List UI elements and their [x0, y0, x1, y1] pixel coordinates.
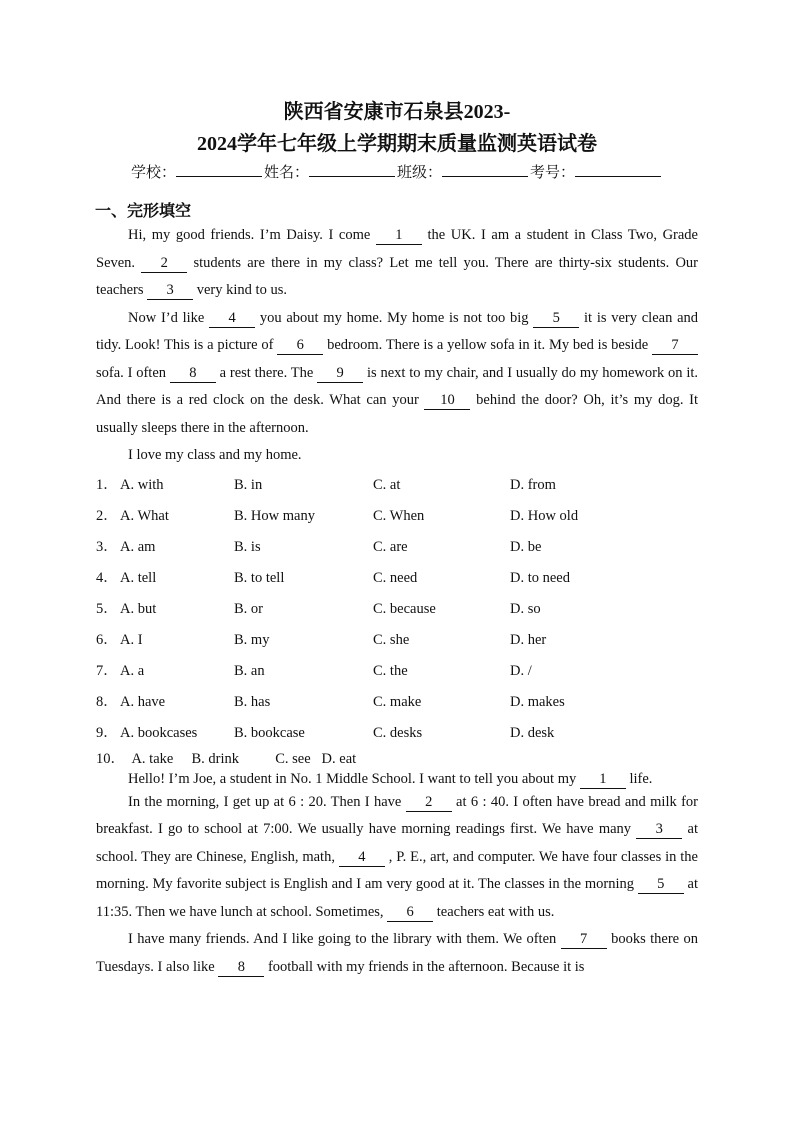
title-line-2: 2024学年七年级上学期期末质量监测英语试卷: [197, 133, 597, 155]
option-c[interactable]: C. When: [373, 507, 425, 524]
question-row: [96, 532, 698, 563]
answer-blank[interactable]: 7: [652, 337, 698, 355]
option-c[interactable]: C. because: [373, 600, 436, 617]
passage-text: Hello! I’m Joe, a student in No. 1 Middle School. I want to tell you about my: [128, 770, 580, 787]
question-row: [96, 718, 698, 749]
option-d[interactable]: D. to need: [510, 569, 570, 586]
option-a[interactable]: A. but: [120, 600, 157, 617]
question-number: 5．: [96, 600, 118, 617]
exam-title: [96, 96, 698, 160]
exam-number-label: 考号：: [530, 165, 576, 181]
passage-text: at 11:35. Then we have lunch at school. Sometimes,: [96, 876, 699, 920]
option-b[interactable]: B. How many: [234, 507, 315, 524]
option-c[interactable]: C. are: [373, 538, 408, 555]
option-b[interactable]: B. is: [234, 538, 261, 555]
passage2-paragraph-2: [96, 789, 698, 927]
question-row: [96, 470, 698, 501]
passage-text: at school. They are Chinese, English, math,: [96, 821, 698, 865]
answer-blank[interactable]: 8: [170, 365, 216, 383]
passage-text: sofa. I often: [96, 364, 170, 381]
answer-blank[interactable]: 2: [406, 794, 452, 812]
answer-blank[interactable]: 3: [147, 282, 193, 300]
option-d[interactable]: D. from: [510, 476, 556, 493]
passage-text: it is very clean and tidy. Look! This is a picture of: [96, 309, 699, 353]
option-c[interactable]: C. she: [373, 631, 410, 648]
passage-text: at 6 : 40. I often have bread and milk for breakfast. I go to school at 7:00. We usually have morning readings first. We have many: [96, 793, 698, 837]
option-c[interactable]: C. make: [373, 693, 422, 710]
exam-number-blank: [575, 162, 661, 177]
class-blank: [442, 162, 528, 177]
option-b[interactable]: B. my: [234, 631, 270, 648]
passage2-paragraph-3: [96, 926, 698, 981]
question-row: [96, 687, 698, 718]
passage-text: , P. E., art, and computer. We have four classes in the morning. My favorite subject is English and I am very good at it. The classes in the morning: [96, 848, 698, 892]
passage-text: students are there in my class? Let me tell you. There are thirty-six students. Our teachers: [96, 254, 698, 298]
option-a[interactable]: A. a: [120, 662, 145, 679]
answer-blank[interactable]: 3: [636, 821, 682, 839]
passage-text: is next to my chair, and I usually do my homework on it. And there is a red clock on the desk. What can your: [96, 364, 699, 408]
option-a[interactable]: A. What: [120, 507, 169, 524]
question-row: [96, 501, 698, 532]
option-d[interactable]: D. so: [510, 600, 541, 617]
option-a[interactable]: A. have: [120, 693, 166, 710]
option-d[interactable]: D. makes: [510, 693, 565, 710]
passage-text: I have many friends. And I like going to the library with them. We often: [128, 931, 561, 947]
passage-text: you about my home. My home is not too big: [255, 309, 534, 326]
name-blank: [309, 162, 395, 177]
passage1-paragraph-3: I love my class and my home.: [128, 447, 302, 463]
answer-blank[interactable]: 1: [580, 771, 626, 789]
question-number: 8．: [96, 693, 118, 710]
option-b[interactable]: B. bookcase: [234, 724, 305, 741]
question-number: 7．: [96, 662, 118, 679]
passage-text: teachers eat with us.: [433, 903, 555, 920]
option-a[interactable]: A. tell: [120, 569, 157, 586]
question-number: 3．: [96, 538, 118, 555]
answer-blank[interactable]: 4: [339, 849, 385, 867]
passage-text: very kind to us.: [193, 282, 287, 298]
option-a[interactable]: A. am: [120, 538, 156, 555]
school-label: 学校：: [130, 165, 176, 181]
passage-text: In the morning, I get up at 6 : 20. Then I have: [128, 793, 406, 810]
question-10: 10． A. take B. drink C. see D. eat: [96, 750, 357, 767]
option-d[interactable]: D. desk: [510, 724, 555, 741]
passage-text: the UK. I am a student in Class Two, Grade Seven.: [96, 227, 698, 271]
answer-blank[interactable]: 7: [561, 931, 607, 949]
class-label: 班级：: [397, 165, 443, 181]
answer-blank[interactable]: 8: [218, 959, 264, 977]
option-b[interactable]: B. has: [234, 693, 271, 710]
question-row: [96, 625, 698, 656]
answer-blank[interactable]: 5: [533, 310, 579, 328]
passage-text: bedroom. There is a yellow sofa in it. My bed is beside: [323, 337, 652, 353]
answer-blank[interactable]: 10: [424, 392, 470, 410]
option-d[interactable]: D. be: [510, 538, 542, 555]
option-b[interactable]: B. an: [234, 662, 265, 679]
answer-blank[interactable]: 1: [376, 227, 422, 245]
option-b[interactable]: B. or: [234, 600, 263, 617]
school-blank: [176, 162, 262, 177]
answer-blank[interactable]: 9: [317, 365, 363, 383]
question-list: [96, 470, 698, 749]
name-label: 姓名：: [263, 165, 309, 181]
option-a[interactable]: A. with: [120, 476, 164, 493]
answer-blank[interactable]: 6: [277, 337, 323, 355]
passage-text: Hi, my good friends. I’m Daisy. I come: [128, 227, 376, 243]
question-number: 6．: [96, 631, 118, 648]
question-number: 4．: [96, 569, 118, 586]
option-c[interactable]: C. need: [373, 569, 418, 586]
option-a[interactable]: A. I: [120, 631, 143, 648]
passage-text: Now I’d like: [128, 309, 210, 326]
option-d[interactable]: D. her: [510, 631, 547, 648]
question-row: [96, 656, 698, 687]
passage-text: books there on Tuesdays. I also like: [96, 931, 699, 975]
title-line-1: 陕西省安康市石泉县2023-: [283, 101, 511, 123]
answer-blank[interactable]: 4: [209, 310, 255, 328]
option-c[interactable]: C. at: [373, 476, 401, 493]
passage-text: behind the door? Oh, it’s my dog. It usually sleeps there in the afternoon.: [96, 392, 698, 436]
option-b[interactable]: B. to tell: [234, 569, 285, 586]
option-d[interactable]: D. /: [510, 662, 532, 679]
question-number: 1．: [96, 476, 118, 493]
question-number: 2．: [96, 507, 118, 524]
exam-page: [96, 96, 698, 981]
question-number: 9．: [96, 724, 118, 741]
question-row: [96, 594, 698, 625]
passage-text: football with my friends in the afternoon. Because it is: [264, 958, 585, 975]
option-c[interactable]: C. the: [373, 662, 408, 679]
option-c[interactable]: C. desks: [373, 724, 423, 741]
passage1-paragraph-1: [96, 222, 698, 305]
answer-blank[interactable]: 6: [387, 904, 433, 922]
passage2-paragraph-1: [96, 769, 698, 789]
option-b[interactable]: B. in: [234, 476, 263, 493]
option-a[interactable]: A. bookcases: [120, 724, 198, 741]
question-row: [96, 563, 698, 594]
option-d[interactable]: D. How old: [510, 507, 579, 524]
answer-blank[interactable]: 5: [638, 876, 684, 894]
section-heading-cloze: 一、完形填空: [95, 201, 192, 220]
passage-text: a rest there. The: [215, 364, 318, 381]
passage-text: life.: [625, 770, 653, 787]
passage1-paragraph-2: [96, 305, 698, 443]
student-info-line: [96, 162, 698, 184]
answer-blank[interactable]: 2: [141, 255, 187, 273]
